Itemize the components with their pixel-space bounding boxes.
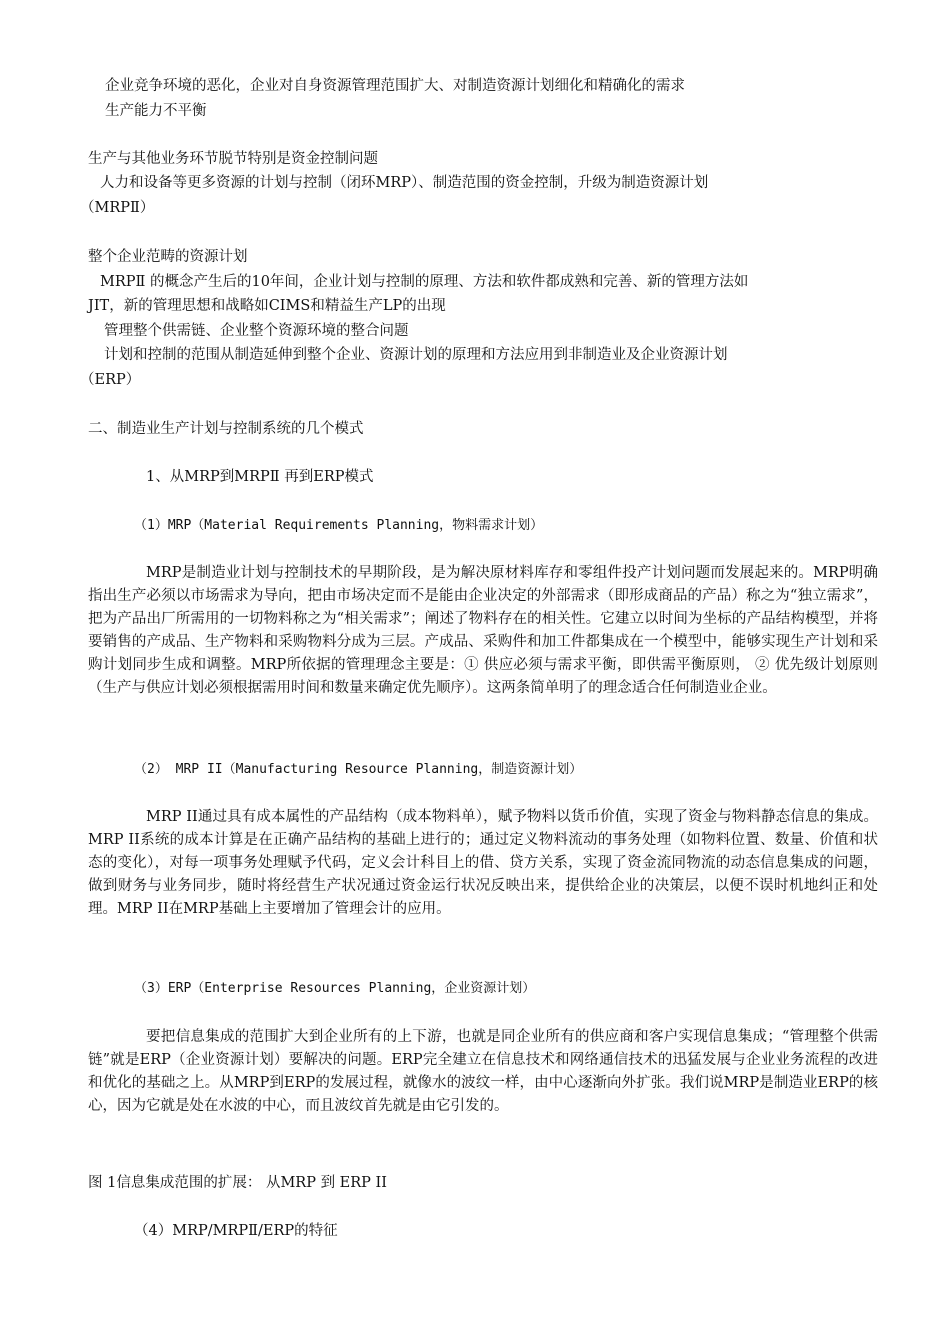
mrp2-paragraph: MRP II通过具有成本属性的产品结构（成本物料单），赋予物料以货币价值，实现了资金与物料静态信息的集成。MRP II系统的成本计算是在正确产品结构的基础上进行的；通过定义物料流动的事务处理（如物料位置、数量、价值和状态的变化），对每一项事务处理赋予代码，定义会计科目上的借、贷方关系，实现了资金流同物流的动态信息集成的问题，做到财务与业务同步，随时将经营生产状况通过资金运行状况反映出来，提供给企业的决策层，以便不误时机地纠正和处理。MRP II在MRP基础上主要增加了管理会计的应用。 bbox=[88, 809, 878, 917]
erp-heading: （3）ERP（Enterprise Resources Planning，企业资源计划） bbox=[134, 981, 536, 996]
mrp-paragraph: MRP是制造业计划与控制技术的早期阶段，是为解决原材料库存和零组件投产计划问题而发展起来的。MRP明确指出生产必须以市场需求为导向，把由市场决定而不是能由企业决定的外部需求（即形成商品的产品）称之为“独立需求”，把为产品出厂所需用的一切物料称之为“相关需求”；阐述了物料存在的相关性。它建立以时间为坐标的产品结构模型，并将要销售的产成品、生产物料和采购物料分成为三层。产成品、采购件和加工件都集成在一个模型中，能够实现生产计划和采购计划同步生成和调整。MRP所依据的管理理念主要是：① 供应必须与需求平衡，即供需平衡原则， ② 优先级计划原则（生产与供应计划必须根据需用时间和数量来确定优先顺序）。这两条简单明了的理念适合任何制造业企业。 bbox=[88, 565, 878, 696]
figure-caption: 图 1信息集成范围的扩展： 从MRP 到 ERP II bbox=[88, 1175, 388, 1191]
intro-line-8: JIT，新的管理思想和战略如CIMS和精益生产LP的出现 bbox=[88, 298, 446, 314]
intro-line-3: 生产与其他业务环节脱节特别是资金控制问题 bbox=[88, 151, 378, 167]
intro-line-4: 人力和设备等更多资源的计划与控制（闭环MRP）、制造范围的资金控制，升级为制造资源计划 bbox=[100, 175, 709, 191]
intro-line-9: 管理整个供需链、企业整个资源环境的整合问题 bbox=[104, 323, 409, 339]
mrp2-heading: （2） MRP II（Manufacturing Resource Planning，制造资源计划） bbox=[134, 762, 583, 777]
intro-line-5: （MRPⅡ） bbox=[80, 200, 155, 216]
intro-line-11: （ERP） bbox=[80, 372, 141, 388]
intro-line-2: 生产能力不平衡 bbox=[105, 103, 207, 119]
intro-line-10: 计划和控制的范围从制造延伸到整个企业、资源计划的原理和方法应用到非制造业及企业资源计划 bbox=[104, 347, 728, 363]
erp-paragraph: 要把信息集成的范围扩大到企业所有的上下游，也就是同企业所有的供应商和客户实现信息集成；“管理整个供需链”就是ERP（企业资源计划）要解决的问题。ERP完全建立在信息技术和网络通信技术的迅猛发展与企业业务流程的改进和优化的基础之上。从MRP到ERP的发展过程，就像水的波纹一样，由中心逐渐向外扩张。我们说MRP是制造业ERP的核心，因为它就是处在水波的中心，而且波纹首先就是由它引发的。 bbox=[88, 1029, 878, 1114]
intro-line-1: 企业竞争环境的恶化，企业对自身资源管理范围扩大、对制造资源计划细化和精确化的需求 bbox=[105, 78, 685, 94]
intro-line-6: 整个企业范畴的资源计划 bbox=[88, 249, 248, 265]
intro-line-7: MRPⅡ 的概念产生后的10年间，企业计划与控制的原理、方法和软件都成熟和完善、新的管理方法如 bbox=[100, 274, 749, 290]
mrp-heading: （1）MRP（Material Requirements Planning，物料需求计划） bbox=[134, 518, 544, 533]
subsection-heading: 1、从MRP到MRPⅡ 再到ERP模式 bbox=[146, 469, 374, 485]
features-heading: （4）MRP/MRPⅡ/ERP的特征 bbox=[134, 1223, 338, 1239]
section-heading: 二、制造业生产计划与控制系统的几个模式 bbox=[88, 421, 364, 437]
